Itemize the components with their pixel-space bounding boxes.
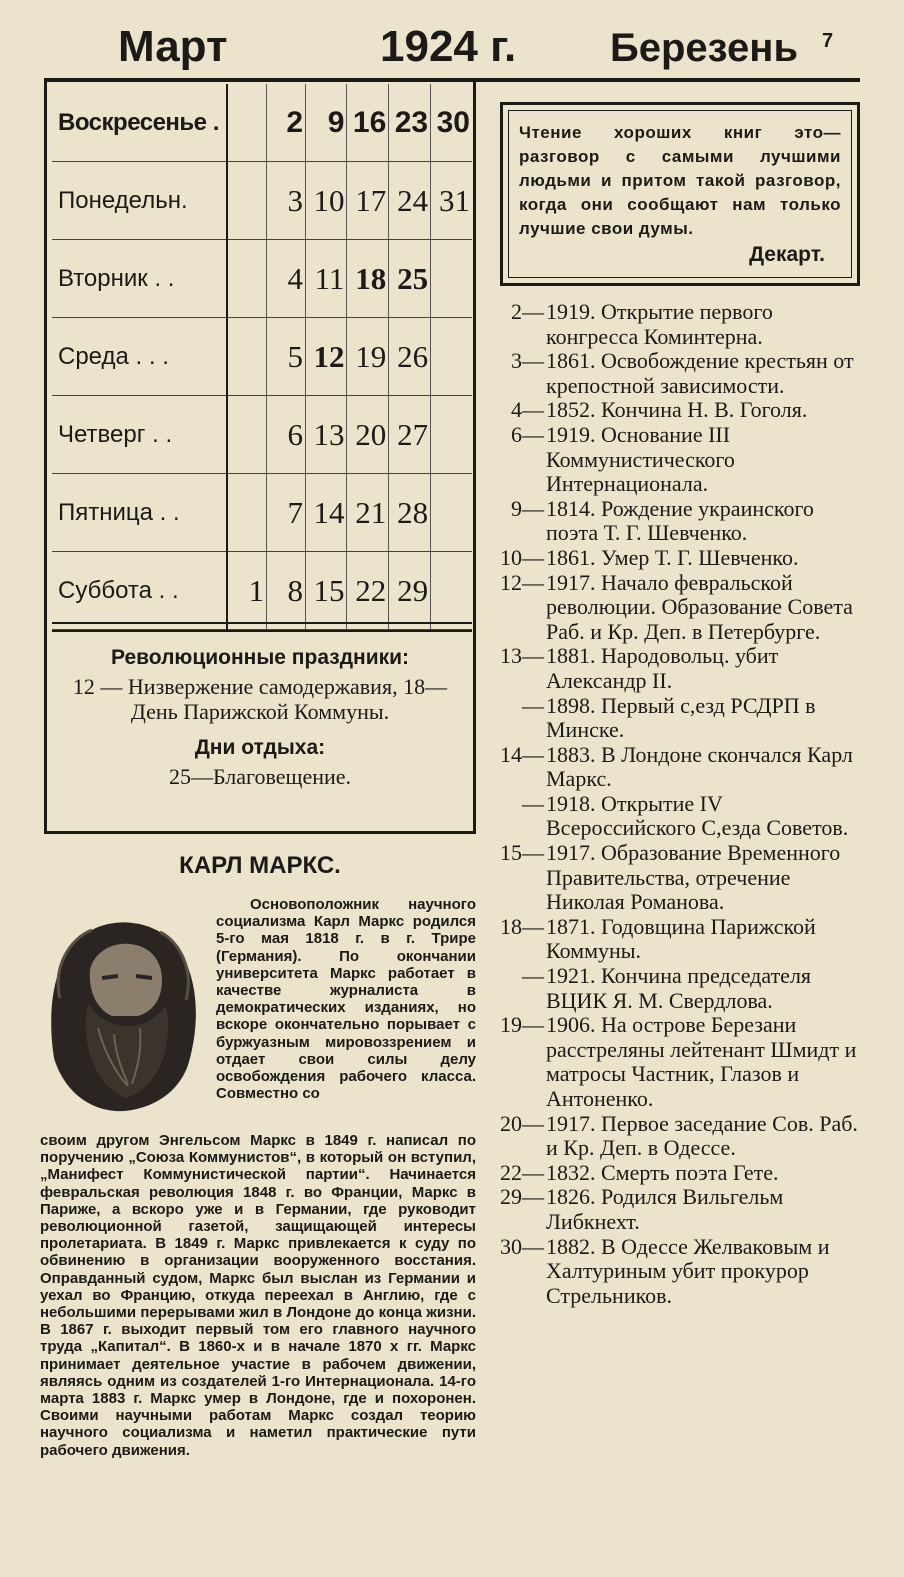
- event-date: 30—: [500, 1233, 544, 1259]
- date-cell: [431, 474, 472, 552]
- date-cell: 19: [347, 318, 389, 396]
- calendar-row: [52, 318, 472, 396]
- date-cell: 31: [431, 162, 472, 240]
- date-cell: 10: [306, 162, 347, 240]
- event-item: [496, 571, 860, 645]
- event-item: [496, 743, 860, 792]
- quote-box: [508, 110, 852, 278]
- date-cell: [431, 318, 472, 396]
- page-header: [0, 0, 904, 80]
- date-cell: 12: [306, 318, 347, 396]
- date-cell: [431, 240, 472, 318]
- event-date: 15—: [500, 840, 544, 866]
- event-item: [496, 964, 860, 1013]
- marx-bio-intro: Основоположник научного социализма Карл Маркс родился 5-го мая 1818 г. в г. Трире (Германия). По окончании университета Маркс работает в качестве журналиста в демократических изданиях, но вскоре окончательно порывает с буржуазным мировоззрением и отдает свои силы делу освобождения рабочего класса. Совместно со: [216, 896, 476, 1103]
- event-date: 10—: [500, 544, 544, 570]
- event-date: 18—: [500, 913, 544, 939]
- quote-author: Декарт.: [749, 243, 825, 266]
- date-cell: 15: [306, 552, 347, 630]
- date-cell: 4: [267, 240, 306, 318]
- date-cell: 24: [389, 162, 431, 240]
- event-text: 1917. Первое заседание Сов. Раб. и Кр. Деп. в Одессе.: [546, 1110, 858, 1161]
- event-text: 1919. Основание III Коммунистического Интернационала.: [546, 421, 735, 497]
- holidays-section: [60, 646, 460, 790]
- date-cell: [227, 318, 266, 396]
- event-date: 19—: [500, 1012, 544, 1038]
- event-text: 1852. Кончина Н. В. Гоголя.: [546, 397, 808, 423]
- weekday-label: Вторник . .: [52, 240, 227, 318]
- date-cell: 1: [227, 552, 266, 630]
- event-item: [496, 1161, 860, 1186]
- month-russian: Март: [118, 22, 228, 71]
- date-cell: 30: [431, 84, 472, 162]
- holidays-title: Революционные праздники:: [110, 646, 410, 669]
- event-item: [496, 644, 860, 693]
- month-ukrainian: Березень: [610, 26, 799, 70]
- date-cell: [227, 474, 266, 552]
- event-date: 9—: [511, 495, 544, 521]
- calendar-table: [52, 84, 472, 630]
- event-text: 1882. В Одессе Желваковым и Халтуриным убит прокурор Стрельников.: [546, 1233, 830, 1308]
- date-cell: 7: [267, 474, 306, 552]
- date-cell: 29: [389, 552, 431, 630]
- event-item: [496, 841, 860, 915]
- date-cell: 27: [389, 396, 431, 474]
- date-cell: [227, 162, 266, 240]
- weekday-label: Воскресенье .: [52, 84, 227, 162]
- date-cell: 3: [267, 162, 306, 240]
- date-cell: 5: [267, 318, 306, 396]
- event-date: 20—: [500, 1110, 544, 1136]
- date-cell: 26: [389, 318, 431, 396]
- date-cell: 28: [389, 474, 431, 552]
- weekday-label: Суббота . .: [52, 552, 227, 630]
- event-text: 1918. Открытие IV Всероссийского С,езда Советов.: [546, 790, 849, 841]
- date-cell: 13: [306, 396, 347, 474]
- marx-portrait-image: [40, 908, 206, 1118]
- date-cell: 8: [267, 552, 306, 630]
- date-cell: [227, 84, 266, 162]
- event-text: 1881. Народовольц. убит Александр II.: [546, 643, 779, 693]
- date-cell: [227, 396, 266, 474]
- date-cell: 6: [267, 396, 306, 474]
- rest-days-text: 25—Благовещение.: [168, 764, 352, 789]
- weekday-label: Среда . . .: [52, 318, 227, 396]
- event-date: —: [522, 692, 544, 718]
- weekday-label: Понедельн.: [52, 162, 227, 240]
- calendar-row: [52, 240, 472, 318]
- event-text: 1917. Образование Временного Правительства, отречение Николая Романова.: [546, 840, 841, 915]
- marx-title: КАРЛ МАРКС.: [179, 852, 341, 879]
- holidays-text: 12 — Низвержение самодержавия, 18—День Парижской Коммуны.: [72, 674, 448, 724]
- calendar-row: [52, 552, 472, 630]
- event-item: [496, 398, 860, 423]
- event-text: 1919. Открытие первого конгресса Коминтерна.: [546, 299, 773, 349]
- calendar-row: [52, 396, 472, 474]
- event-item: [496, 1112, 860, 1161]
- date-cell: 23: [389, 84, 431, 162]
- event-date: 29—: [500, 1184, 544, 1210]
- date-cell: 20: [347, 396, 389, 474]
- weekday-label: Пятница . .: [52, 474, 227, 552]
- event-item: [496, 300, 860, 349]
- event-item: [496, 915, 860, 964]
- event-date: 12—: [500, 569, 544, 595]
- event-item: [496, 546, 860, 571]
- events-list: [496, 300, 860, 1308]
- calendar-divider: [52, 622, 472, 632]
- event-item: [496, 694, 860, 743]
- date-cell: 25: [389, 240, 431, 318]
- calendar-row: [52, 474, 472, 552]
- event-text: 1921. Кончина председателя ВЦИК Я. М. Свердлова.: [546, 963, 812, 1013]
- calendar-row: [52, 84, 472, 162]
- event-text: 1861. Умер Т. Г. Шевченко.: [546, 544, 799, 570]
- year: 1924 г.: [380, 22, 517, 71]
- event-text: 1906. На острове Березани расстреляны лейтенант Шмидт и матросы Частник, Глазов и Антоненко.: [546, 1012, 857, 1111]
- event-date: —: [522, 790, 544, 816]
- event-date: 2—: [511, 299, 544, 324]
- event-date: 4—: [511, 397, 544, 423]
- event-item: [496, 349, 860, 398]
- event-item: [496, 1185, 860, 1234]
- event-date: 6—: [511, 421, 544, 447]
- event-item: [496, 792, 860, 841]
- weekday-label: Четверг . .: [52, 396, 227, 474]
- marx-bio-body: своим другом Энгельсом Маркс в 1849 г. написал по поручению „Союза Коммунистов“, в который он вступил, „Манифест Коммунистической партии“. Начинается февральская революция 1848 г. во Франции, Маркс в Париже, а вскоро уже и в Германии, где руководит революционной газетой, защищающей интересы пролетариата. В 1849 г. Маркс привлекается к суду по обвинению в организации вооруженного восстания. Оправданный судом, Маркс был выслан из Германии и уехал во Францию, откуда переехал в Англию, где с небольшими перерывами жил в Лондоне до конца жизни. В 1867 г. выходит первый том его главного научного труда „Капитал“. В 1860-х и в начале 1870 х гг. Маркс принимает деятельное участие в рабочем движении, являясь одним из создателей 1-го Интернационала. 14-го марта 1883 г. Маркс умер в Лондоне, где и похоронен. Своими научными работам Маркс создал теорию научного социализма и наметил практические пути рабочего движения.: [40, 1132, 476, 1459]
- event-date: 3—: [511, 348, 544, 374]
- event-item: [496, 497, 860, 546]
- event-text: 1917. Начало февральской революции. Образование Совета Раб. и Кр. Деп. в Петербурге.: [546, 569, 853, 644]
- event-text: 1832. Смерть поэта Гете.: [546, 1159, 779, 1185]
- date-cell: 2: [267, 84, 306, 162]
- event-item: [496, 1235, 860, 1309]
- event-date: 22—: [500, 1159, 544, 1185]
- page-number: 7: [822, 30, 834, 52]
- quote-text: Чтение хороших книг это— разговор с самыми лучшими людьми и притом такой разговор, когда они сообщают нам только лучшие свои думы.: [519, 123, 841, 238]
- date-cell: 21: [347, 474, 389, 552]
- event-text: 1861. Освобождение крестьян от крепостной зависимости.: [546, 348, 854, 398]
- event-text: 1883. В Лондоне скончался Карл Маркс.: [546, 741, 853, 792]
- event-item: [496, 423, 860, 497]
- date-cell: 14: [306, 474, 347, 552]
- event-date: 13—: [500, 643, 544, 669]
- date-cell: [431, 552, 472, 630]
- event-text: 1871. Годовщина Парижской Коммуны.: [546, 913, 816, 964]
- date-cell: [431, 396, 472, 474]
- event-text: 1898. Первый с,езд РСДРП в Минске.: [546, 692, 816, 743]
- date-cell: 22: [347, 552, 389, 630]
- event-text: 1814. Рождение украинского поэта Т. Г. Шевченко.: [546, 495, 814, 546]
- date-cell: 11: [306, 240, 347, 318]
- date-cell: 18: [347, 240, 389, 318]
- event-item: [496, 1013, 860, 1111]
- event-date: 14—: [500, 741, 544, 767]
- event-text: 1826. Родился Вильгельм Либкнехт.: [546, 1184, 784, 1234]
- calendar-row: [52, 162, 472, 240]
- date-cell: 9: [306, 84, 347, 162]
- rest-days-title: Дни отдыха:: [194, 736, 326, 759]
- date-cell: [227, 240, 266, 318]
- date-cell: 17: [347, 162, 389, 240]
- event-date: —: [522, 963, 544, 989]
- date-cell: 16: [347, 84, 389, 162]
